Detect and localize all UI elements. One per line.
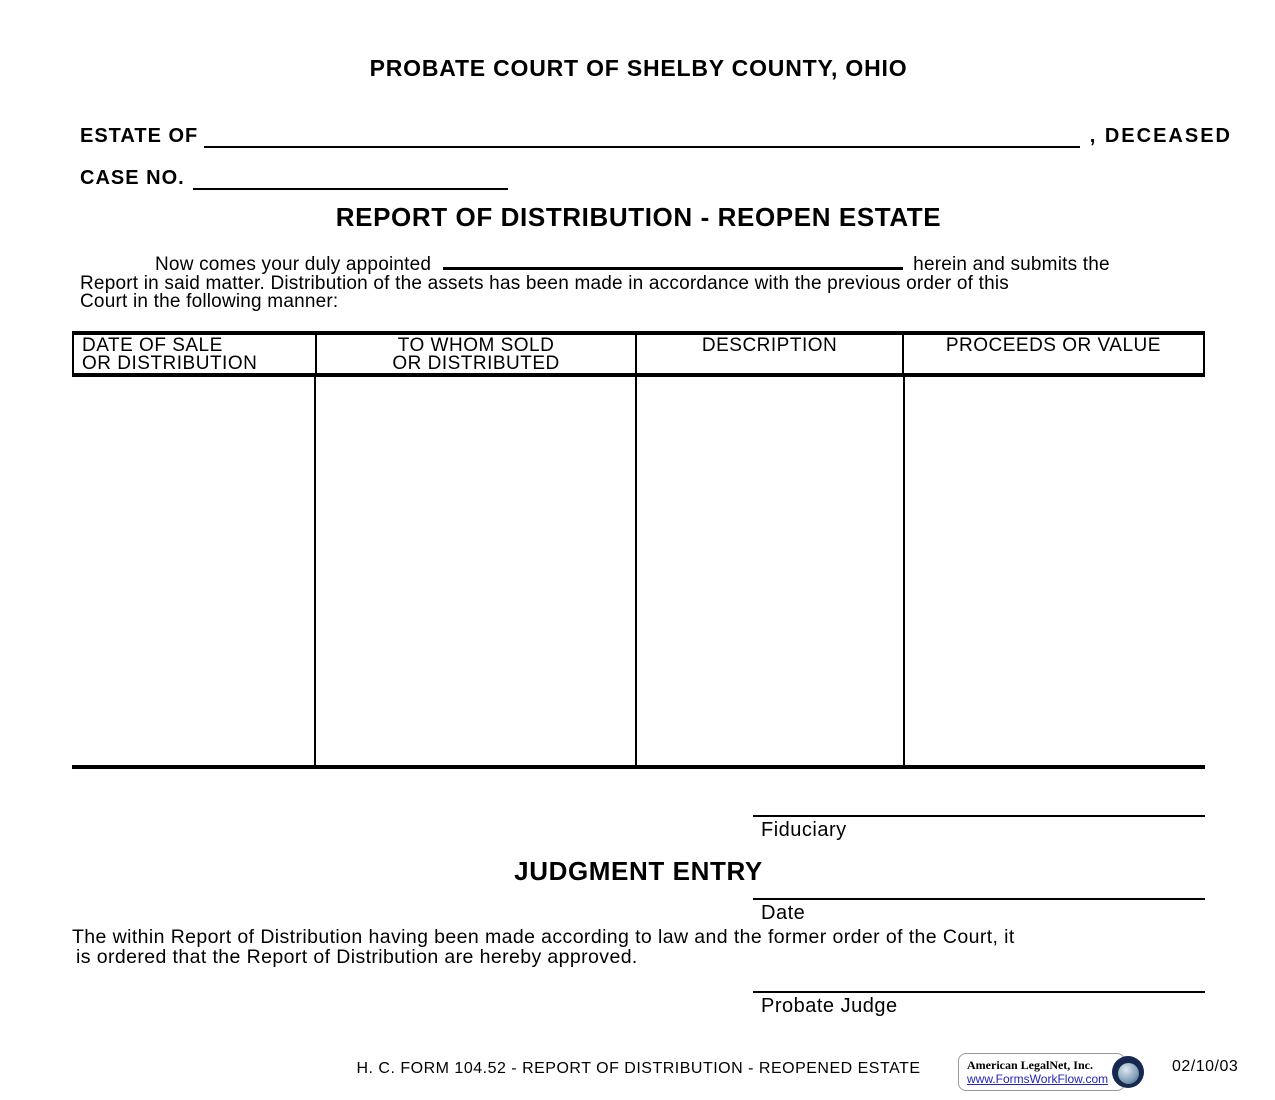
judgment-line-1: The within Report of Distribution having been made according to law and the former order of the Court, it <box>72 925 1015 948</box>
table-header-row <box>72 335 1205 373</box>
judgment-paragraph <box>72 927 1205 967</box>
judgment-line-2: is ordered that the Report of Distribution are hereby approved. <box>76 945 638 968</box>
table-body-cell-proceeds[interactable] <box>905 377 1205 765</box>
estate-of-input[interactable] <box>204 124 1079 148</box>
case-no-input[interactable] <box>193 166 508 190</box>
globe-icon <box>1112 1056 1144 1088</box>
table-body-cell-description[interactable] <box>637 377 904 765</box>
date-label: Date <box>761 901 806 924</box>
column-header-to-whom-sold: TO WHOM SOLD OR DISTRIBUTED <box>317 335 638 373</box>
table-body-cell-to-whom[interactable] <box>316 377 638 765</box>
intro-paragraph <box>72 254 1205 312</box>
probate-judge-label: Probate Judge <box>761 994 898 1017</box>
estate-of-row <box>72 122 1232 148</box>
probate-judge-signature-block <box>753 991 1205 1018</box>
appointed-fiduciary-input[interactable] <box>443 254 903 270</box>
form-id-text: H. C. FORM 104.52 - REPORT OF DISTRIBUTION - REOPENED ESTATE <box>356 1059 921 1077</box>
form-revision-date: 02/10/03 <box>1172 1057 1239 1075</box>
intro-line-3: Court in the following manner: <box>80 291 339 312</box>
date-signature-block <box>753 898 1205 925</box>
form-title: REPORT OF DISTRIBUTION - REOPEN ESTATE <box>335 202 942 232</box>
forms-workflow-link[interactable]: www.FormsWorkFlow.com <box>967 1071 1109 1086</box>
table-body <box>72 377 1205 765</box>
intro-line-2: Report in said matter. Distribution of the assets has been made in accordance with the previous order of this <box>80 272 1010 294</box>
table-body-cell-date[interactable] <box>72 377 316 765</box>
column-header-description: DESCRIPTION <box>637 335 903 373</box>
column-header-date-of-sale: DATE OF SALE OR DISTRIBUTION <box>74 335 317 373</box>
court-title: PROBATE COURT OF SHELBY COUNTY, OHIO <box>369 55 908 81</box>
intro-line-1 <box>80 254 1205 275</box>
fiduciary-label: Fiduciary <box>761 818 847 841</box>
form-content <box>72 0 1239 1098</box>
intro-text-after-blank: herein and submits the <box>913 254 1110 275</box>
badge-company-name: American LegalNet, Inc. <box>967 1057 1093 1072</box>
estate-of-label: ESTATE OF <box>80 125 199 147</box>
deceased-label: , DECEASED <box>1089 125 1232 147</box>
intro-text-before-blank: Now comes your duly appointed <box>155 254 432 275</box>
case-no-row <box>72 164 1232 190</box>
fiduciary-signature-block <box>753 815 1205 842</box>
distribution-table <box>72 331 1205 769</box>
page-footer <box>72 1053 1239 1098</box>
judgment-entry-heading: JUDGMENT ENTRY <box>514 855 763 886</box>
table-bottom-rule <box>72 765 1205 769</box>
american-legalnet-badge <box>958 1053 1125 1091</box>
column-header-proceeds-or-value: PROCEEDS OR VALUE <box>945 334 1161 356</box>
case-no-label: CASE NO. <box>80 167 185 189</box>
